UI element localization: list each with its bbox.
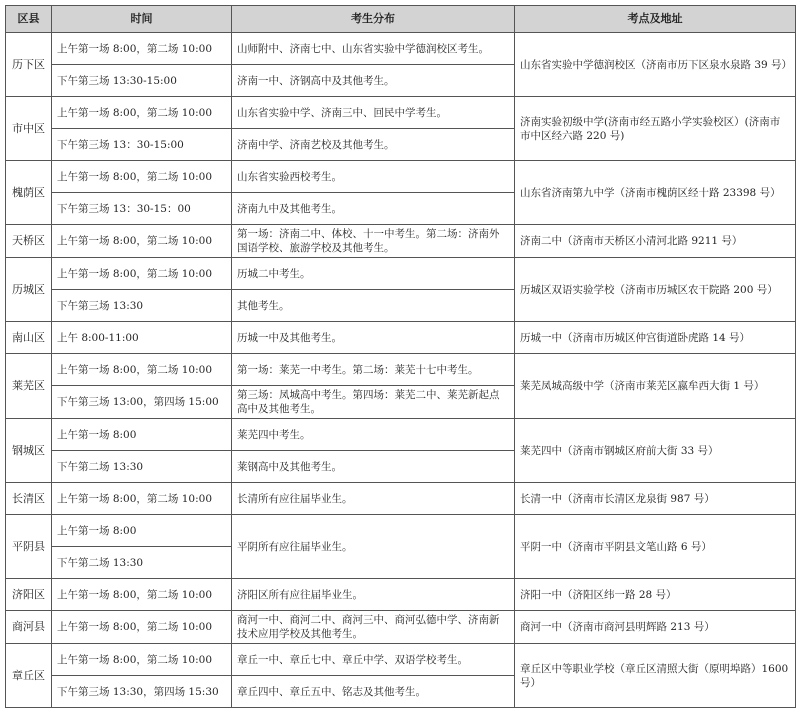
table-row [6,258,796,290]
students-cell: 第一场：莱芜一中考生。第二场：莱芜十七中考生。 [232,354,515,386]
table-row [6,483,796,515]
district-cell: 槐荫区 [6,161,52,225]
students-cell: 第三场：凤城高中考生。第四场：莱芜二中、莱芜新起点高中及其他考生。 [232,386,515,419]
time-cell: 下午第三场 13:30，第四场 15:30 [52,676,232,708]
time-cell: 上午第一场 8:00，第二场 10:00 [52,225,232,258]
students-cell: 其他考生。 [232,290,515,322]
district-cell: 长清区 [6,483,52,515]
district-cell: 天桥区 [6,225,52,258]
students-cell: 莱钢高中及其他考生。 [232,451,515,483]
venue-cell: 山东省济南第九中学（济南市槐荫区经十路 23398 号） [515,161,796,225]
venue-cell: 山东省实验中学德润校区（济南市历下区泉水泉路 39 号） [515,33,796,97]
students-cell: 长清所有应往届毕业生。 [232,483,515,515]
table-row [6,579,796,611]
table-row [6,97,796,129]
students-cell: 历城一中及其他考生。 [232,322,515,354]
time-cell: 上午第一场 8:00，第二场 10:00 [52,161,232,193]
venue-cell: 长清一中（济南市长清区龙泉街 987 号） [515,483,796,515]
venue-cell: 章丘区中等职业学校（章丘区清照大街（原明埠路）1600 号） [515,644,796,708]
time-cell: 上午第一场 8:00，第二场 10:00 [52,579,232,611]
district-cell: 历下区 [6,33,52,97]
time-cell: 上午第一场 8:00，第二场 10:00 [52,258,232,290]
students-cell: 山师附中、济南七中、山东省实验中学德润校区考生。 [232,33,515,65]
district-cell: 市中区 [6,97,52,161]
students-cell: 济阳区所有应往届毕业生。 [232,579,515,611]
district-cell: 莱芜区 [6,354,52,419]
table-row [6,354,796,386]
venue-cell: 济阳一中（济阳区纬一路 28 号） [515,579,796,611]
district-cell: 平阴县 [6,515,52,579]
students-cell: 章丘一中、章丘七中、章丘中学、双语学校考生。 [232,644,515,676]
venue-cell: 莱芜四中（济南市钢城区府前大街 33 号） [515,419,796,483]
district-cell: 章丘区 [6,644,52,708]
header-district: 区县 [6,6,52,33]
table-row [6,161,796,193]
students-cell: 山东省实验西校考生。 [232,161,515,193]
time-cell: 下午第三场 13：30-15：00 [52,193,232,225]
header-row [6,6,796,33]
time-cell: 上午第一场 8:00，第二场 10:00 [52,611,232,644]
time-cell: 上午第一场 8:00 [52,419,232,451]
students-cell: 平阴所有应往届毕业生。 [232,515,515,579]
table-row [6,322,796,354]
table-row [6,225,796,258]
time-cell: 上午第一场 8:00，第二场 10:00 [52,354,232,386]
time-cell: 下午第三场 13:00，第四场 15:00 [52,386,232,419]
time-cell: 下午第三场 13:30-15:00 [52,65,232,97]
exam-schedule-table [5,5,796,708]
venue-cell: 历城一中（济南市历城区仲宫街道卧虎路 14 号） [515,322,796,354]
district-cell: 商河县 [6,611,52,644]
students-cell: 山东省实验中学、济南三中、回民中学考生。 [232,97,515,129]
time-cell: 上午第一场 8:00，第二场 10:00 [52,97,232,129]
header-time: 时间 [52,6,232,33]
time-cell: 上午第一场 8:00，第二场 10:00 [52,483,232,515]
venue-cell: 济南二中（济南市天桥区小清河北路 9211 号） [515,225,796,258]
header-venue: 考点及地址 [515,6,796,33]
time-cell: 下午第二场 13:30 [52,547,232,579]
time-cell: 下午第二场 13:30 [52,451,232,483]
time-cell: 上午第一场 8:00，第二场 10:00 [52,33,232,65]
time-cell: 上午第一场 8:00，第二场 10:00 [52,644,232,676]
time-cell: 下午第三场 13：30-15:00 [52,129,232,161]
district-cell: 济阳区 [6,579,52,611]
table-row [6,33,796,65]
table-row [6,515,796,547]
venue-cell: 莱芜凤城高级中学（济南市莱芜区嬴牟西大街 1 号） [515,354,796,419]
district-cell: 历城区 [6,258,52,322]
header-students: 考生分布 [232,6,515,33]
students-cell: 济南中学、济南艺校及其他考生。 [232,129,515,161]
students-cell: 历城二中考生。 [232,258,515,290]
students-cell: 济南九中及其他考生。 [232,193,515,225]
district-cell: 钢城区 [6,419,52,483]
students-cell: 章丘四中、章丘五中、铭志及其他考生。 [232,676,515,708]
time-cell: 上午第一场 8:00 [52,515,232,547]
table-row [6,644,796,676]
students-cell: 济南一中、济钢高中及其他考生。 [232,65,515,97]
students-cell: 莱芜四中考生。 [232,419,515,451]
table-row [6,419,796,451]
venue-cell: 济南实验初级中学(济南市经五路小学实验校区）(济南市市中区经六路 220 号) [515,97,796,161]
students-cell: 第一场：济南二中、体校、十一中考生。第二场：济南外国语学校、旅游学校及其他考生。 [232,225,515,258]
time-cell: 下午第三场 13:30 [52,290,232,322]
venue-cell: 历城区双语实验学校（济南市历城区农干院路 200 号） [515,258,796,322]
time-cell: 上午 8:00-11:00 [52,322,232,354]
venue-cell: 商河一中（济南市商河县明辉路 213 号） [515,611,796,644]
venue-cell: 平阴一中（济南市平阴县文笔山路 6 号） [515,515,796,579]
district-cell: 南山区 [6,322,52,354]
students-cell: 商河一中、商河二中、商河三中、商河弘德中学、济南新技术应用学校及其他考生。 [232,611,515,644]
table-row [6,611,796,644]
